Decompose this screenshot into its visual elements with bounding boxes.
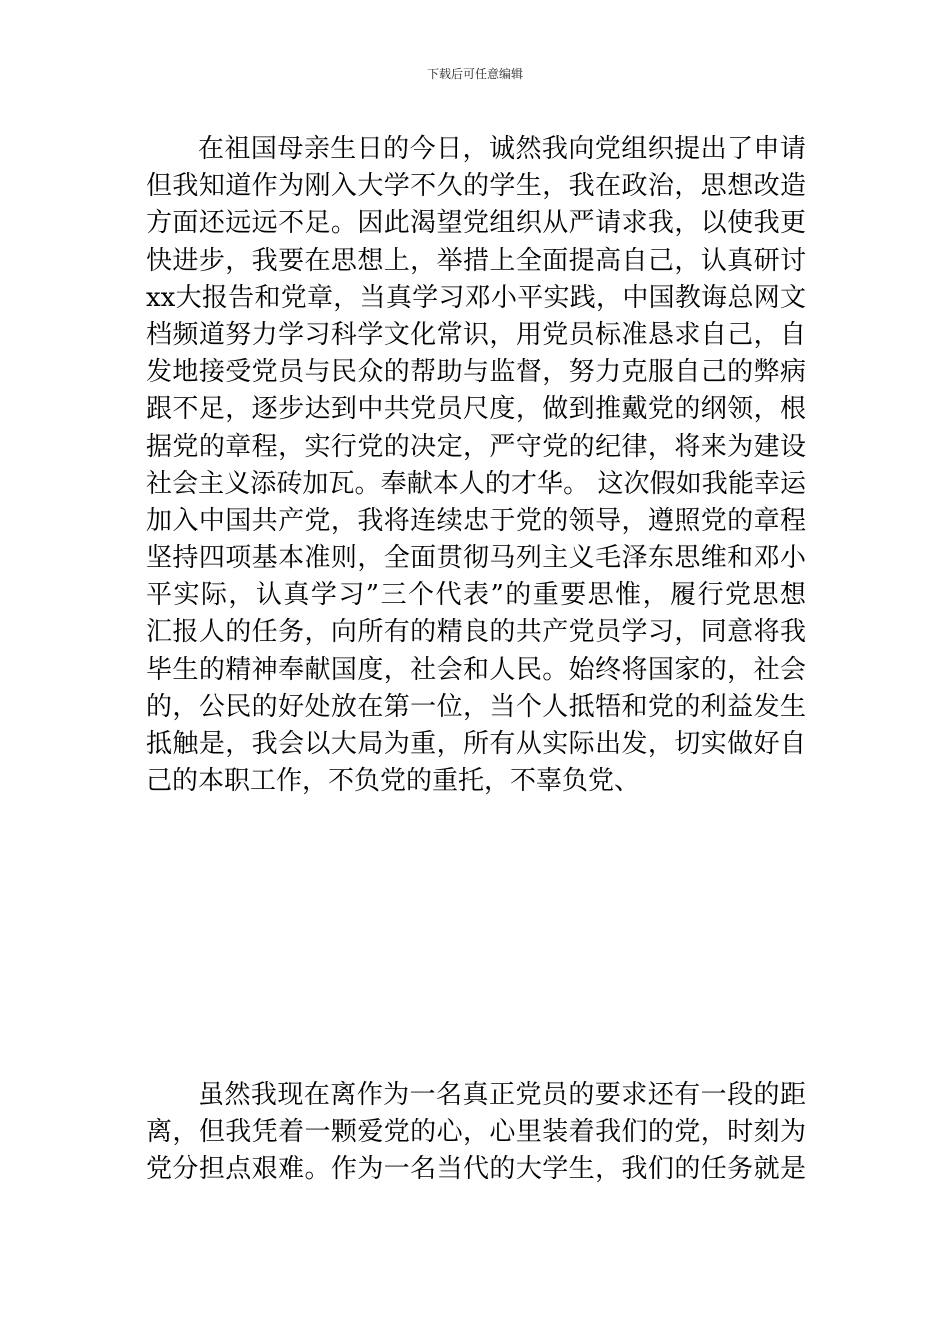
text-line: 坚持四项基本准则，全面贯彻马列主义毛泽东思维和邓小 xyxy=(146,543,806,574)
text-line: 在祖国母亲生日的今日，诚然我向党组织提出了申请 xyxy=(198,134,806,164)
text-line: 社会主义添砖加瓦。奉献本人的才华。 这次假如我能幸运 xyxy=(146,468,806,499)
text-line: 跟不足，逐步达到中共党员尺度，做到推戴党的纲领，根 xyxy=(146,394,806,425)
text-line: 虽然我现在离作为一名真正党员的要求还有一段的距 xyxy=(198,1080,806,1110)
paragraph-2 xyxy=(146,1077,806,1189)
text-line: 据党的章程，实行党的决定，严守党的纪律，将来为建设 xyxy=(146,431,806,462)
text-line: 毕生的精神奉献国度，社会和人民。始终将国家的，社会 xyxy=(146,654,806,685)
text-line: 平实际，认真学习”三个代表”的重要思惟，履行党思想 xyxy=(146,580,806,611)
page-header: 下载后可任意编辑 xyxy=(426,67,523,81)
text-line: 档频道努力学习科学文化常识，用党员标准恳求自己，自 xyxy=(146,319,806,350)
paragraph-1 xyxy=(146,131,806,800)
text-line: 党分担点艰难。作为一名当代的大学生，我们的任务就是 xyxy=(146,1154,806,1185)
text-line: 己的本职工作，不负党的重托，不辜负党、 xyxy=(146,766,641,797)
text-line: xx大报告和党章，当真学习邓小平实践，中国教诲总网文 xyxy=(146,282,806,313)
text-line: 的，公民的好处放在第一位，当个人抵牾和党的利益发生 xyxy=(146,691,806,722)
text-line: 抵触是，我会以大局为重，所有从实际出发，切实做好自 xyxy=(146,729,806,759)
text-line: 发地接受党员与民众的帮助与监督，努力克服自己的弊病 xyxy=(146,357,806,388)
text-line: 加入中国共产党，我将连续忠于党的领导，遵照党的章程 xyxy=(146,505,806,536)
text-line: 汇报人的任务，向所有的精良的共产党员学习，同意将我 xyxy=(146,617,806,648)
text-line: 但我知道作为刚入大学不久的学生，我在政治，思想改造 xyxy=(146,171,806,202)
text-line: 方面还远远不足。因此渴望党组织从严请求我，以使我更 xyxy=(146,208,806,239)
text-line: 离，但我凭着一颗爱党的心，心里装着我们的党，时刻为 xyxy=(146,1117,806,1148)
text-line: 快进步，我要在思想上，举措上全面提高自己，认真研讨 xyxy=(146,245,806,276)
